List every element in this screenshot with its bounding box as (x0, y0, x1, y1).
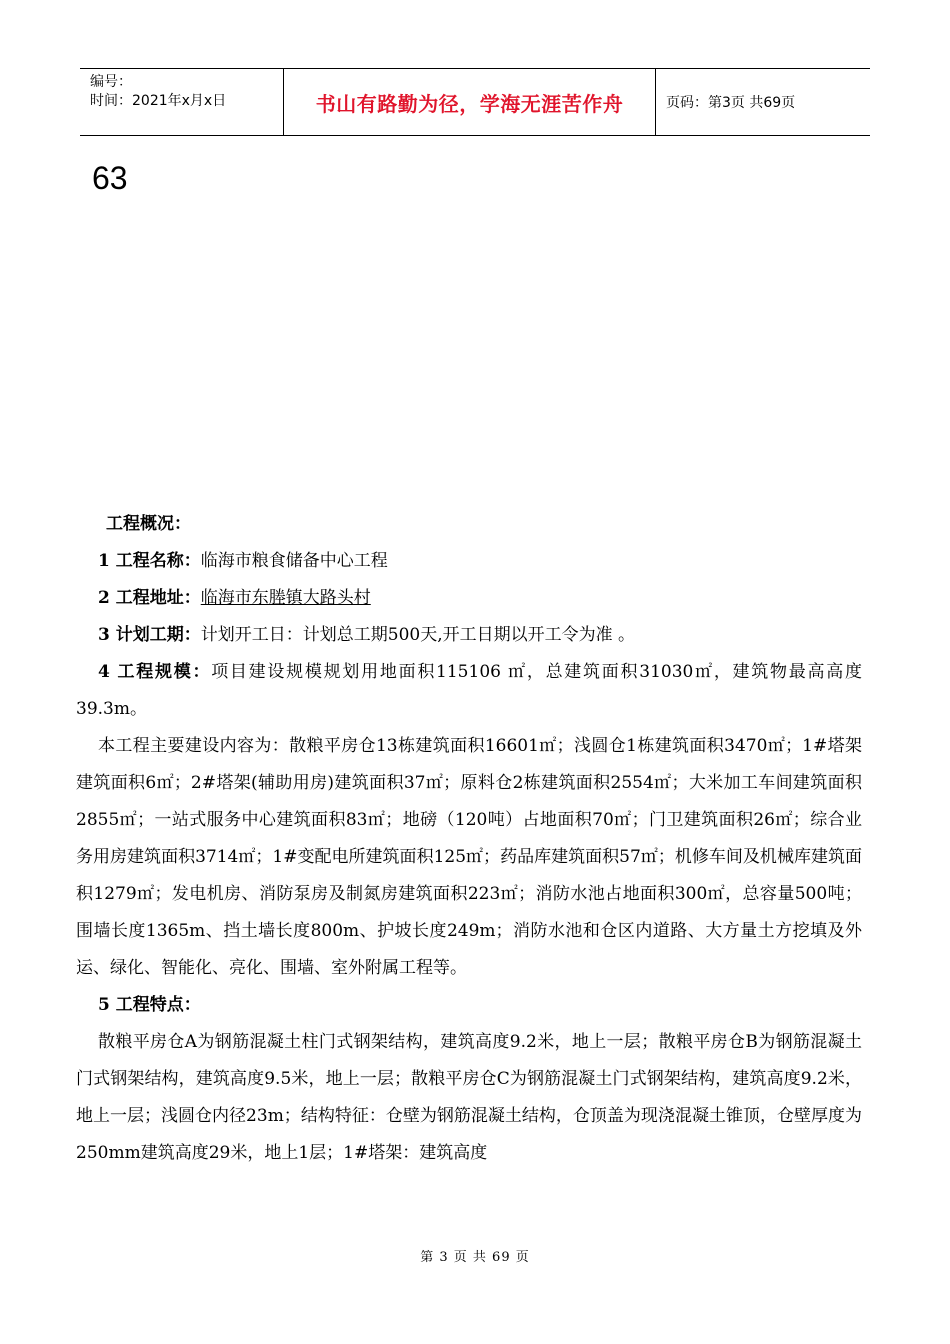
overview-item (76, 580, 862, 617)
header-page-info: 页码：第3页 共69页 (666, 95, 796, 111)
page-footer: 第 3 页 共 69 页 (420, 1250, 530, 1265)
document-body (76, 506, 862, 1172)
serial-label: 编号： (90, 74, 132, 90)
overview-item (76, 543, 862, 580)
header-motto: 书山有路勤为径，学海无涯苦作舟 (283, 69, 656, 135)
page-header (80, 68, 870, 136)
overview-heading: 工程概况： (106, 514, 191, 534)
item-label: 4 工程规模： (98, 662, 212, 682)
overview-item (76, 654, 862, 728)
main-content-paragraph: 本工程主要建设内容为：散粮平房仓13栋建筑面积16601㎡；浅圆仓1栋建筑面积3470㎡；1#塔架建筑面积6㎡；2#塔架(辅助用房)建筑面积37㎡；原料仓2栋建筑面积2554㎡；大米加工车间建筑面积2855㎡；一站式服务中心建筑面积83㎡；地磅（120吨）占地面积70㎡；门卫建筑面积26㎡；综合业务用房建筑面积3714㎡；1#变配电所建筑面积125㎡；药品库建筑面积57㎡；机修车间及机械库建筑面积1279㎡；发电机房、消防泵房及制氮房建筑面积223㎡；消防水池占地面积300㎡，总容量500吨；围墙长度1365m、挡土墙长度800m、护坡长度249m；消防水池和仓区内道路、大方量土方挖填及外运、绿化、智能化、亮化、围墙、室外附属工程等。 (76, 736, 862, 978)
address-link: 临海市东塍镇大路头村 (200, 588, 371, 608)
item-label: 3 计划工期： (98, 625, 201, 645)
item-value: 临海市粮食储备中心工程 (200, 551, 388, 571)
overview-item (76, 617, 862, 654)
features-paragraph: 散粮平房仓A为钢筋混凝土柱门式钢架结构，建筑高度9.2米，地上一层；散粮平房仓B为钢筋混凝土门式钢架结构，建筑高度9.5米，地上一层；散粮平房仓C为钢筋混凝土门式钢架结构，建筑高度9.2米，地上一层；浅圆仓内径23m；结构特征：仓壁为钢筋混凝土结构，仓顶盖为现浇混凝土锥顶，仓壁厚度为250mm建筑高度29米，地上1层；1#塔架：建筑高度 (76, 1032, 862, 1163)
item-value: 计划开工日：计划总工期500天,开工日期以开工令为准 。 (200, 625, 636, 645)
header-meta (80, 69, 283, 135)
page-number-large: 63 (92, 160, 128, 196)
item-label: 1 工程名称： (98, 551, 201, 571)
features-label: 5 工程特点： (98, 995, 201, 1015)
item-value: 项目建设规模规划用地面积115106 ㎡，总建筑面积31030㎡，建筑物最高高度39.3m。 (76, 662, 862, 719)
time-label: 时间：2021年x月x日 (90, 93, 227, 109)
item-label: 2 工程地址： (98, 588, 201, 608)
